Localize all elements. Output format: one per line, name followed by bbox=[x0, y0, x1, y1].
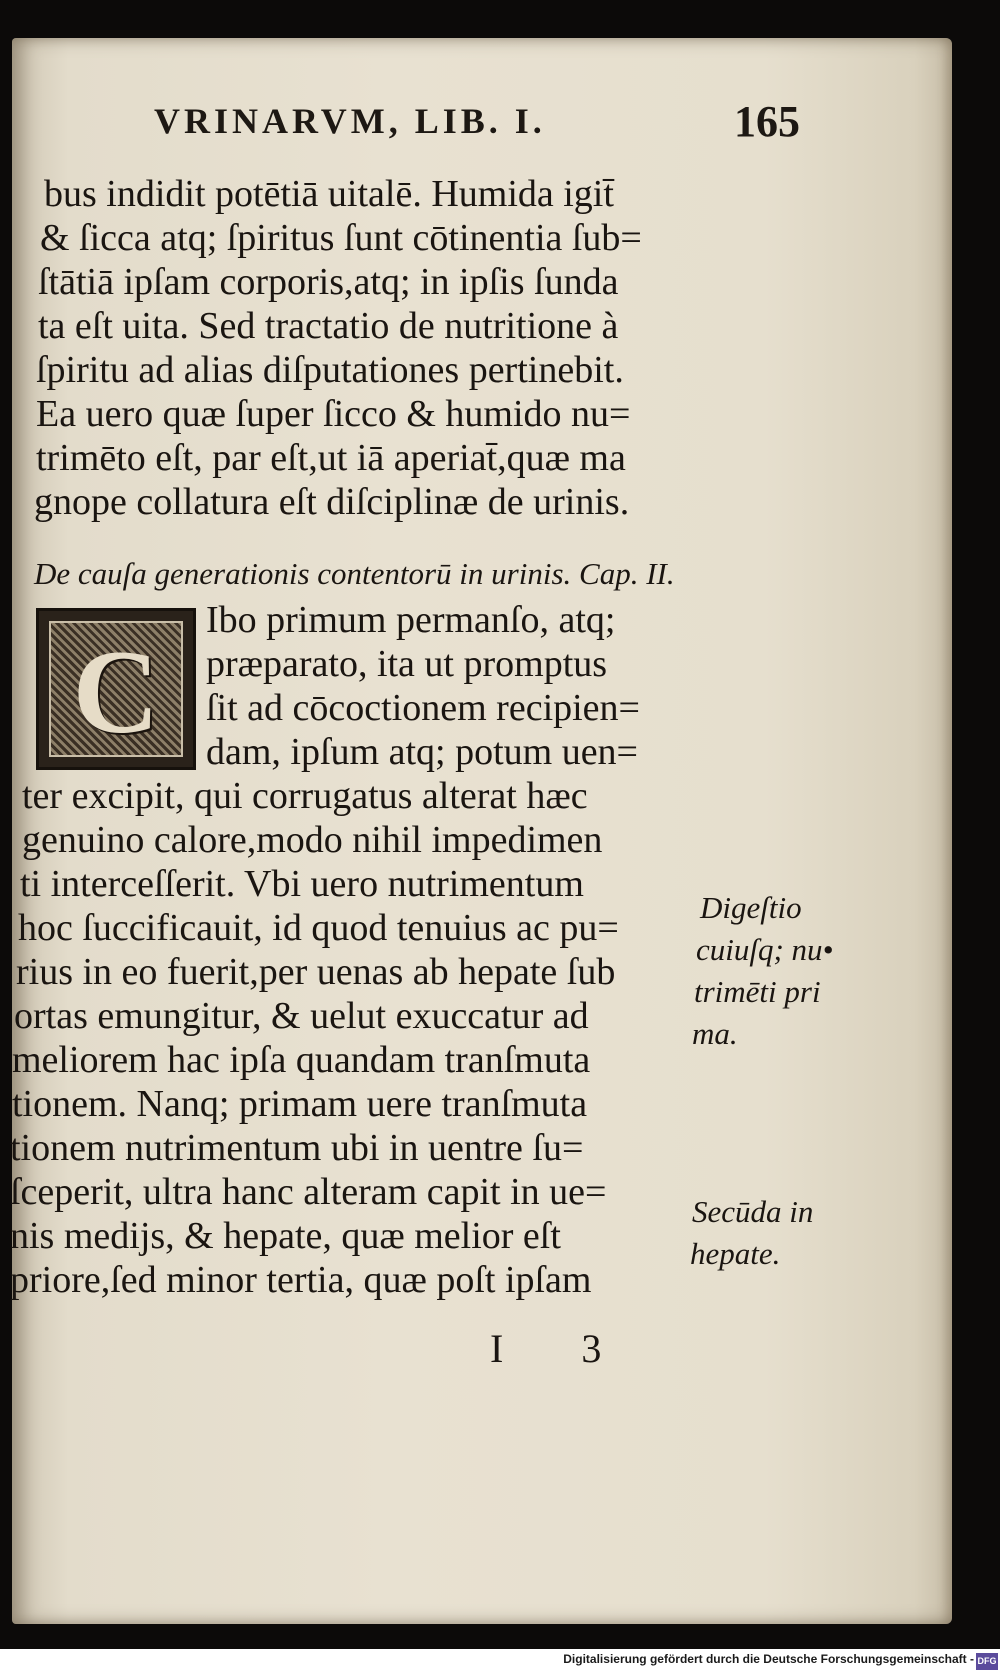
dfg-logo: DFG bbox=[976, 1653, 998, 1670]
margin-note-line: Digeſtio bbox=[700, 890, 802, 925]
text-line: tionem nutrimentum ubi in uentre ſu= bbox=[10, 1127, 584, 1169]
text-line: meliorem hac ipſa quandam tranſmuta bbox=[12, 1039, 591, 1081]
footer-bar bbox=[0, 1649, 1000, 1675]
text-line: rius in eo fuerit,per uenas ab hepate ſub bbox=[16, 951, 616, 993]
margin-note-line: hepate. bbox=[690, 1236, 781, 1271]
text-line: Ibo primum permanſo, atq; bbox=[206, 599, 616, 641]
text-line: gnope collatura eſt diſciplinæ de urinis. bbox=[34, 481, 630, 523]
text-line: bus indidit potētiā uitalē. Humida igit̄ bbox=[44, 173, 614, 215]
text-line: nis medijs, & hepate, quæ melior eſt bbox=[10, 1215, 561, 1257]
text-line: Ea uero quæ ſuper ſicco & humido nu= bbox=[36, 393, 631, 435]
margin-note-line: trimēti pri bbox=[694, 974, 821, 1009]
text-line: ſtātiā ipſam corporis,atq; in ipſis ſunda bbox=[38, 261, 619, 303]
initial-letter: C bbox=[72, 625, 160, 758]
footer-credit: Digitalisierung gefördert durch die Deutsche Forschungsgemeinschaft - bbox=[563, 1652, 974, 1666]
signature-mark: I 3 bbox=[490, 1326, 636, 1371]
text-line: tionem. Nanq; primam uere tranſmuta bbox=[12, 1083, 588, 1125]
text-line: genuino calore,modo nihil impedimen bbox=[22, 819, 603, 861]
text-line: præparato, ita ut promptus bbox=[206, 643, 608, 685]
margin-note-line: Secūda in bbox=[692, 1194, 814, 1229]
text-line: ortas emungitur, & uelut exuccatur ad bbox=[14, 995, 589, 1037]
text-line: ter excipit, qui corrugatus alterat hæc bbox=[22, 775, 588, 817]
page-number: 165 bbox=[734, 97, 800, 146]
text-line: ſceperit, ultra hanc alteram capit in ue= bbox=[10, 1171, 607, 1213]
margin-note-line: cuiuſq; nu• bbox=[696, 932, 834, 967]
text-line: ti interceſſerit. Vbi uero nutrimentum bbox=[20, 863, 584, 905]
text-line: priore,ſed minor tertia, quæ poſt ipſam bbox=[10, 1259, 592, 1301]
text-line: & ſicca atq; ſpiritus ſunt cōtinentia ſub= bbox=[40, 217, 642, 259]
text-line: dam, ipſum atq; potum uen= bbox=[206, 731, 638, 773]
text-line: hoc ſuccificauit, id quod tenuius ac pu= bbox=[18, 907, 619, 949]
chapter-heading: De cauſa generationis contentorū in urinis. Cap. II. bbox=[34, 556, 675, 591]
text-line: ſpiritu ad alias diſputationes pertinebit. bbox=[36, 349, 624, 391]
text-line: trimēto eſt, par eſt,ut iā aperiat̄,quæ ma bbox=[36, 437, 626, 479]
page-header bbox=[140, 97, 800, 160]
decorated-initial bbox=[36, 608, 196, 770]
text-line: ta eſt uita. Sed tractatio de nutritione à bbox=[38, 305, 619, 347]
initial-ornament bbox=[49, 621, 183, 757]
margin-note-line: ma. bbox=[692, 1016, 738, 1051]
text-line: ſit ad cōcoctionem recipien= bbox=[206, 687, 640, 729]
running-title: VRINARVM, LIB. I. bbox=[154, 101, 546, 141]
